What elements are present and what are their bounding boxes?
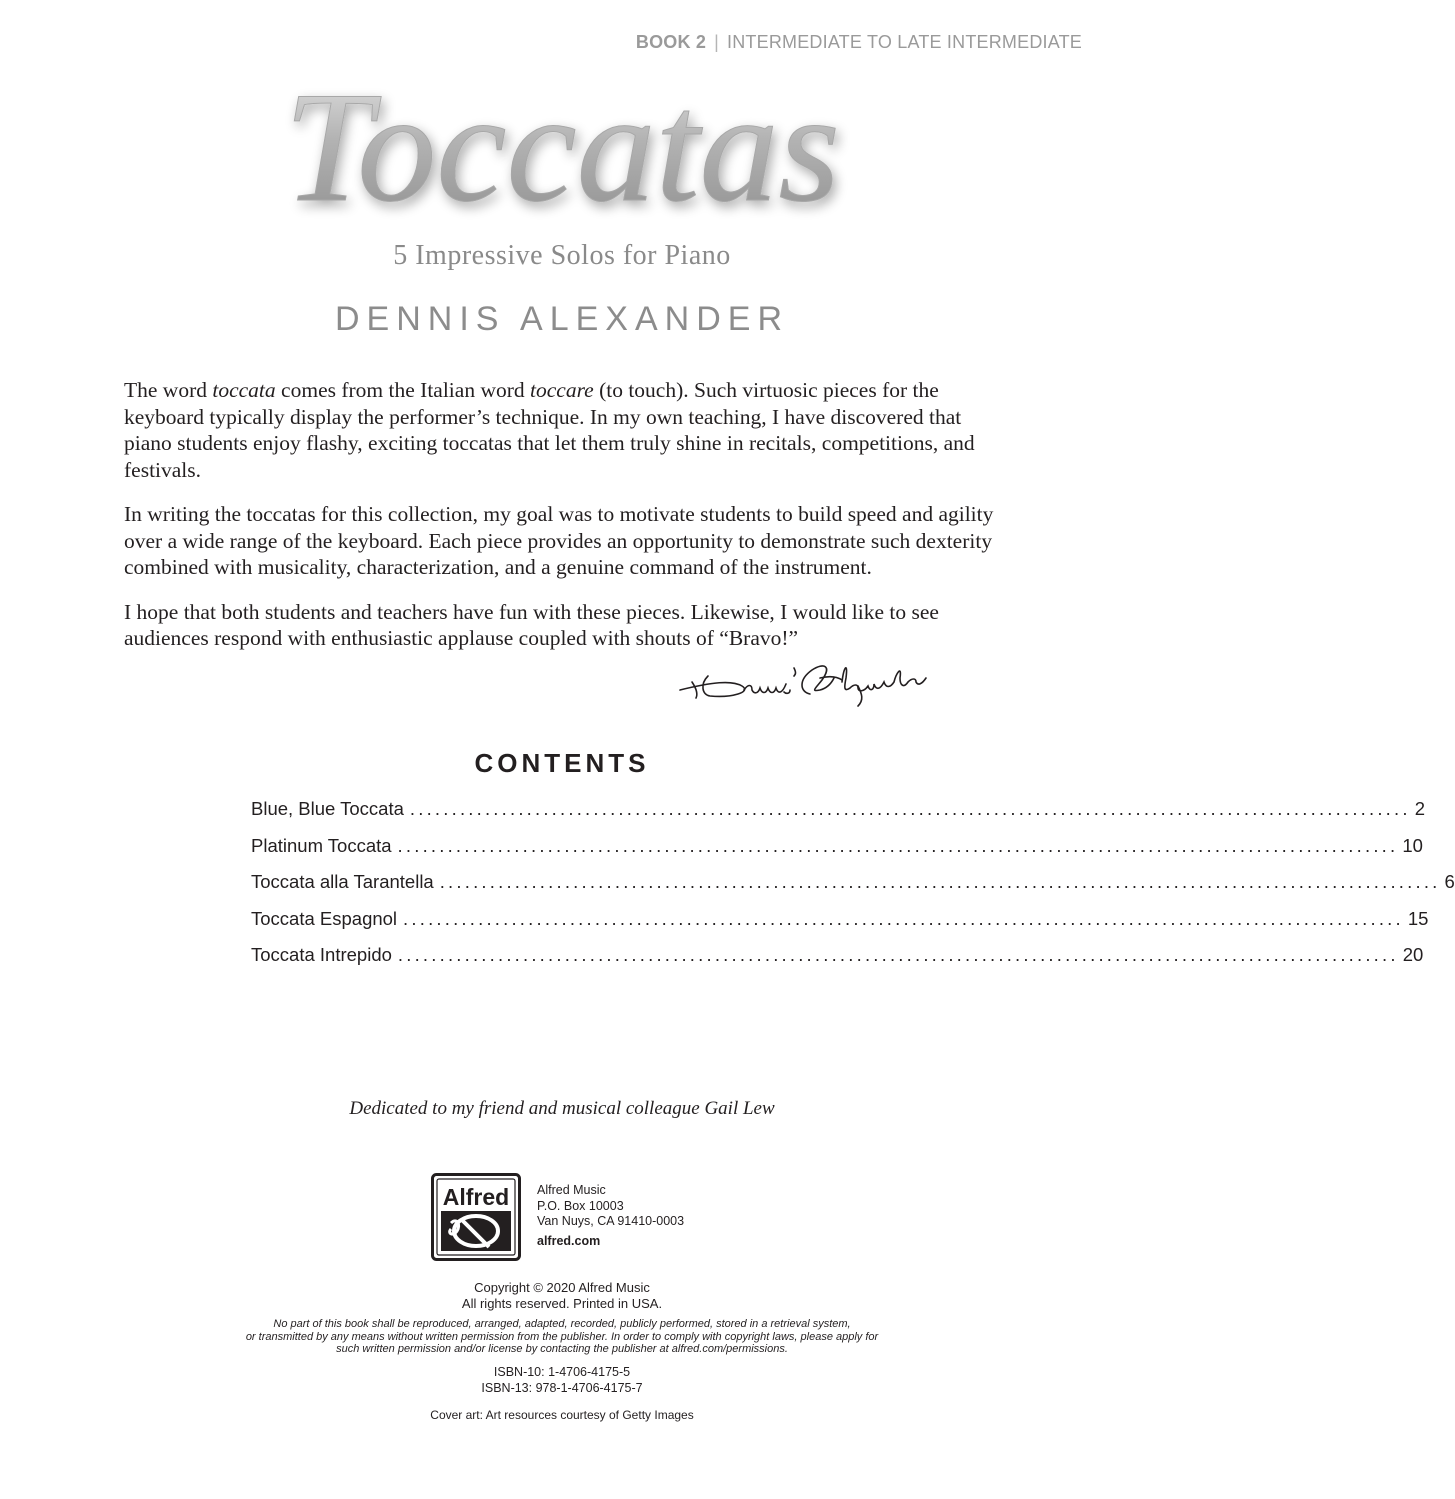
author-name: DENNIS ALEXANDER (335, 300, 789, 338)
publisher-po-box: P.O. Box 10003 (537, 1198, 624, 1213)
toc-title: Toccata Intrepido (251, 944, 392, 965)
toc-page-number: 10 (1402, 834, 1423, 856)
legal-notice (0, 1318, 1124, 1356)
copyright-block (0, 1280, 1124, 1312)
toc-entry[interactable] (251, 871, 1455, 908)
intro-paragraph-1 (124, 377, 1004, 483)
toc-page-number: 6 (1444, 871, 1455, 892)
intro-text: The word (124, 378, 213, 402)
toc-title: Blue, Blue Toccata (251, 798, 404, 819)
level-label: INTERMEDIATE TO LATE INTERMEDIATE (727, 32, 1082, 52)
publisher-website-link[interactable]: alfred.com (537, 1233, 601, 1248)
intro-text: (to touch). Such virtuosic pieces for the keyboard typically display the performer’s technique. In my own teaching, I have discovered that piano students enjoy flashy, exciting toccatas that let them truly shine in recitals, competitions, and festivals. (124, 378, 975, 482)
toc-leader-dots: ........................................................................................................................ (397, 944, 1399, 965)
rights-line: All rights reserved. Printed in USA. (461, 1296, 663, 1311)
toc-page-number: 15 (1407, 907, 1429, 929)
title-text: Toccatas (283, 60, 841, 235)
toc-title: Toccata Espagnol (251, 907, 398, 929)
alfred-logo (431, 1173, 521, 1261)
publisher-address (537, 1183, 684, 1249)
toc-page-number: 2 (1414, 798, 1425, 819)
publisher-name: Alfred Music (537, 1183, 606, 1197)
alfred-logo-text: Alfred (442, 1184, 510, 1210)
toc-entry[interactable] (251, 944, 1424, 981)
toc-leader-dots: ........................................................................................................................ (439, 871, 1441, 892)
book-title (0, 40, 1124, 235)
toc-leader-dots: ........................................................................................................................ (403, 907, 1404, 929)
toc-entry[interactable] (251, 798, 1425, 835)
book-number: BOOK 2 (635, 32, 707, 52)
toc-page-number: 20 (1402, 944, 1424, 965)
isbn-10: ISBN-10: 1-4706-4175-5 (493, 1365, 631, 1379)
author-signature (672, 652, 952, 712)
legal-notice-line: No part of this book shall be reproduced, arranged, adapted, recorded, publicly performed, stored in a retrieval system, (273, 1318, 851, 1330)
copyright-line: Copyright © 2020 Alfred Music (474, 1280, 650, 1295)
intro-paragraph-2: In writing the toccatas for this collection, my goal was to motivate students to build speed and agility over a wide range of the keyboard. Each piece provides an opportunity to demonstrate such dexterity combined with musicality, characterization, and a genuine command of the instrument. (124, 502, 994, 579)
legal-notice-line: such written permission and/or license by contacting the publisher at alfred.com/permissions. (336, 1343, 788, 1355)
subtitle: 5 Impressive Solos for Piano (393, 240, 731, 271)
isbn-block (0, 1365, 1124, 1396)
toc-title: Toccata alla Tarantella (251, 871, 434, 892)
toc-title: Platinum Toccata (251, 834, 392, 856)
toc-entry[interactable] (251, 907, 1429, 945)
introduction (124, 377, 1004, 670)
header-separator: | (714, 32, 720, 52)
isbn-13: ISBN-13: 978-1-4706-4175-7 (481, 1380, 643, 1395)
legal-notice-line: or transmitted by any means without written permission from the publisher. In order to comply with copyright laws, please apply for (245, 1330, 879, 1343)
toc-leader-dots: ........................................................................................................................ (409, 798, 1411, 819)
intro-text: comes from the Italian word (275, 378, 531, 402)
toc-entry[interactable] (251, 834, 1423, 872)
publisher-city: Van Nuys, CA 91410-0003 (537, 1214, 685, 1228)
intro-italic-term: toccare (530, 378, 594, 402)
table-of-contents (251, 798, 1455, 981)
contents-heading: CONTENTS (474, 748, 650, 778)
intro-paragraph-3: I hope that both students and teachers have fun with these pieces. Likewise, I would like to see audiences respond with enthusiastic applause coupled with shouts of “Bravo!” (124, 599, 939, 650)
intro-italic-term: toccata (212, 378, 276, 402)
cover-art-credit: Cover art: Art resources courtesy of Getty Images (430, 1408, 694, 1422)
toc-leader-dots: ........................................................................................................................ (397, 834, 1399, 856)
dedication: Dedicated to my friend and musical colleague Gail Lew (349, 1098, 775, 1119)
